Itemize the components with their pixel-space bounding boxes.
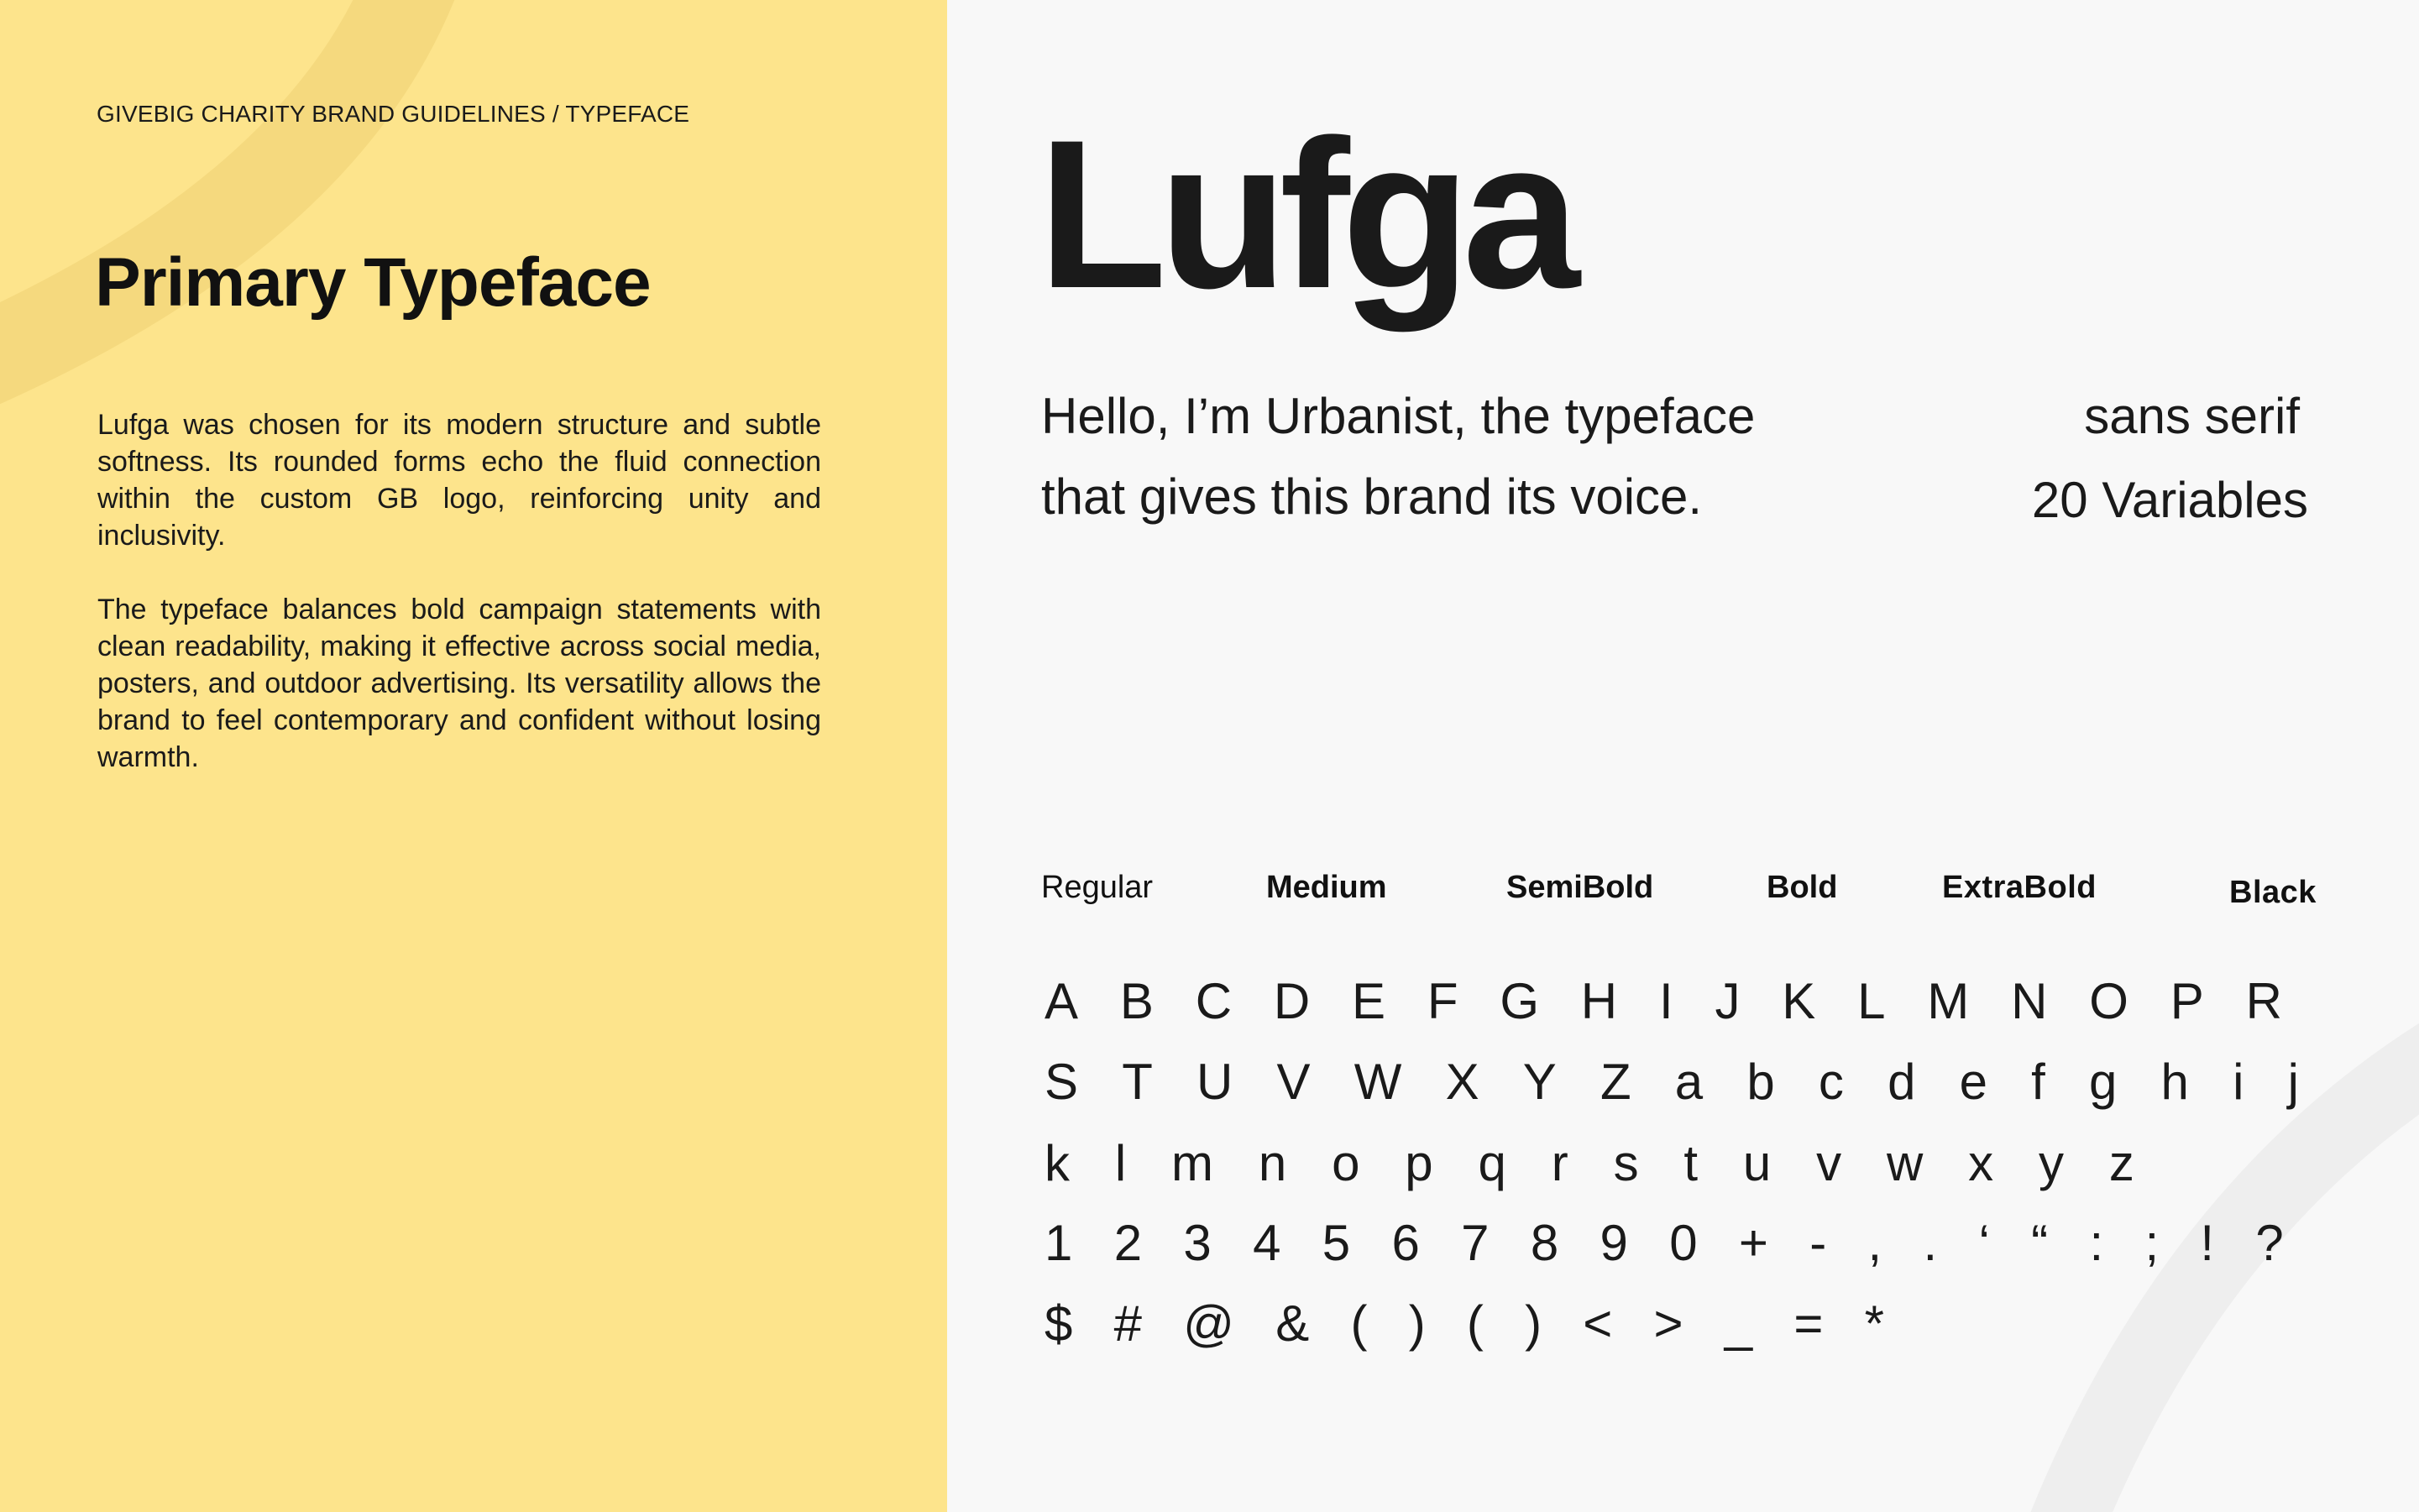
glyph: W (1353, 1053, 1402, 1110)
glyph: s (1613, 1134, 1639, 1191)
glyph: H (1580, 972, 1618, 1029)
glyph: Z (1600, 1053, 1631, 1110)
breadcrumb: GIVEBIG CHARITY BRAND GUIDELINES / TYPEFACE (97, 101, 690, 127)
glyph: d (1888, 1053, 1916, 1110)
glyph: D (1273, 972, 1311, 1029)
section-title: Primary Typeface (95, 244, 651, 321)
character-row-numerals (1045, 1202, 2284, 1283)
font-name-display: Lufga (1038, 97, 1572, 332)
glyph: N (2011, 972, 2048, 1029)
glyph: . (1923, 1214, 1938, 1271)
glyph: 1 (1045, 1214, 1073, 1271)
glyph: r (1551, 1134, 1568, 1191)
intro-text (1041, 376, 1881, 537)
glyph: P (2170, 972, 2204, 1029)
glyph: ; (2144, 1214, 2160, 1271)
glyph: ( (1466, 1295, 1484, 1352)
character-row-mixed (1045, 1041, 2299, 1122)
glyph: $ (1045, 1295, 1073, 1352)
glyph: j (2287, 1053, 2299, 1110)
glyph: F (1427, 972, 1458, 1029)
glyph: U (1196, 1053, 1233, 1110)
glyph: a (1674, 1053, 1704, 1110)
glyph: 5 (1322, 1214, 1351, 1271)
glyph: , (1867, 1214, 1882, 1271)
glyph: z (2108, 1134, 2134, 1191)
glyph: q (1478, 1134, 1506, 1191)
glyph: h (2160, 1053, 2189, 1110)
glyph: L (1857, 972, 1886, 1029)
glyph: A (1045, 972, 1079, 1029)
glyph: g (2089, 1053, 2118, 1110)
glyph: I (1658, 972, 1673, 1029)
glyph: 8 (1530, 1214, 1559, 1271)
glyph: y (2039, 1134, 2065, 1191)
glyph: 9 (1600, 1214, 1628, 1271)
glyph: e (1959, 1053, 1987, 1110)
glyph: w (1886, 1134, 1924, 1191)
glyph: p (1405, 1134, 1433, 1191)
glyph: v (1816, 1134, 1842, 1191)
glyph: = (1793, 1295, 1824, 1352)
glyph: # (1113, 1295, 1142, 1352)
glyph: * (1864, 1295, 1884, 1352)
glyph: f (2031, 1053, 2045, 1110)
glyph: 7 (1461, 1214, 1490, 1271)
glyph: 3 (1183, 1214, 1212, 1271)
glyph: b (1746, 1053, 1775, 1110)
glyph: ) (1408, 1295, 1426, 1352)
weight-semibold: SemiBold (1506, 870, 1654, 905)
weight-black: Black (2229, 875, 2317, 910)
glyph: k (1045, 1134, 1070, 1191)
description-paragraph: Lufga was chosen for its modern structure and subtle softness. Its rounded forms echo the fluid connection within the custom GB logo, reinforcing unity and inclusivity. (97, 409, 821, 552)
glyph: c (1818, 1053, 1844, 1110)
glyph: C (1195, 972, 1233, 1029)
glyph: E (1352, 972, 1386, 1029)
character-row-lowercase (1045, 1122, 2134, 1203)
glyph: + (1738, 1214, 1768, 1271)
glyph: K (1782, 972, 1816, 1029)
glyph: ? (2255, 1214, 2284, 1271)
intro-line: that gives this brand its voice. (1041, 468, 1703, 525)
glyph: < (1583, 1295, 1613, 1352)
glyph: - (1809, 1214, 1827, 1271)
glyph: o (1332, 1134, 1360, 1191)
glyph: : (2089, 1214, 2104, 1271)
glyph: M (1927, 972, 1970, 1029)
font-classification: sans serif (2084, 388, 2300, 444)
glyph: J (1715, 972, 1741, 1029)
glyph: B (1119, 972, 1154, 1029)
glyph: 4 (1253, 1214, 1281, 1271)
description (97, 406, 821, 813)
glyph: S (1045, 1053, 1079, 1110)
glyph: “ (2031, 1214, 2049, 1271)
glyph: ( (1350, 1295, 1368, 1352)
glyph: O (2089, 972, 2128, 1029)
glyph: 6 (1391, 1214, 1420, 1271)
glyph: _ (1724, 1295, 1753, 1352)
character-row-symbols (1045, 1283, 1884, 1363)
weight-extrabold: ExtraBold (1942, 870, 2097, 905)
glyph: u (1742, 1134, 1772, 1191)
weight-regular: Regular (1041, 870, 1154, 905)
glyph: t (1683, 1134, 1699, 1191)
glyph: 0 (1669, 1214, 1698, 1271)
character-row-uppercase-1 (1045, 960, 2282, 1041)
glyph: ! (2200, 1214, 2215, 1271)
font-variable-count: 20 Variables (2031, 472, 2308, 528)
description-paragraph: The typeface balances bold campaign statements with clean readability, making it effective across social media, posters, and outdoor advertising. Its versatility allows the brand to feel contemporary and confident without losing warmth. (97, 594, 821, 773)
glyph: m (1171, 1134, 1214, 1191)
glyph: i (2233, 1053, 2244, 1110)
glyph: n (1258, 1134, 1287, 1191)
glyph: ) (1525, 1295, 1542, 1352)
glyph: G (1500, 972, 1539, 1029)
glyph: > (1653, 1295, 1683, 1352)
glyph: X (1445, 1053, 1479, 1110)
glyph: 2 (1113, 1214, 1143, 1271)
glyph: ‘ (1978, 1214, 1990, 1271)
weight-bold: Bold (1767, 870, 1838, 905)
glyph: x (1968, 1134, 1994, 1191)
glyph: V (1276, 1053, 1311, 1110)
left-panel (0, 0, 947, 1512)
glyph: Y (1522, 1053, 1557, 1110)
intro-line: Hello, I’m Urbanist, the typeface (1041, 388, 1756, 444)
weight-medium: Medium (1266, 870, 1387, 905)
glyph: @ (1183, 1295, 1235, 1352)
glyph: l (1114, 1134, 1127, 1191)
glyph: & (1275, 1295, 1310, 1352)
glyph: T (1122, 1053, 1153, 1110)
glyph: R (2245, 972, 2282, 1029)
